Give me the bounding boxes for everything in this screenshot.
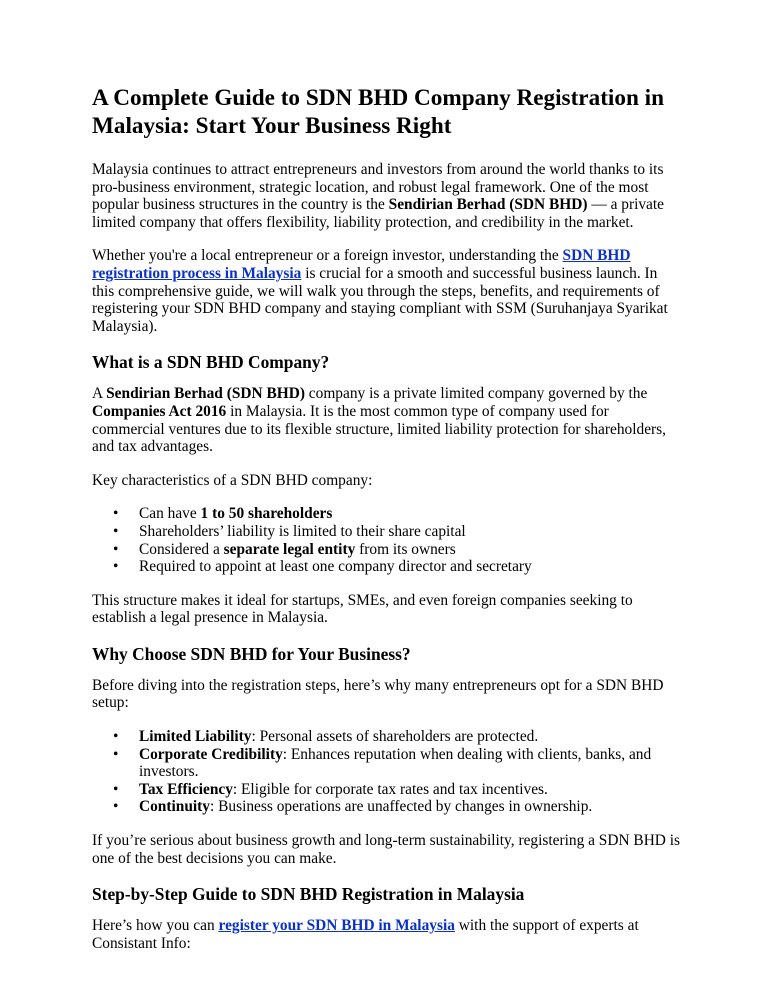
- bullet-icon: •: [113, 540, 119, 558]
- section1-paragraph-2: Key characteristics of a SDN BHD company:: [92, 471, 373, 489]
- bold-term: Sendirian Berhad (SDN BHD): [388, 196, 588, 214]
- document-page: [92, 84, 682, 968]
- section3-paragraph-1: Here’s how you can register your SDN BHD in Malaysia with the support of experts at Consistant Info:: [92, 917, 639, 952]
- intro-paragraph-2: Whether you're a local entrepreneur or a foreign investor, understanding the SDN BHD registration process in Malaysia is crucial for a smooth and successful business launch. In this comprehensive guide, we will walk you through the steps, benefits, and requirements of registering your SDN BHD company and staying compliant with SSM (Suruhanjaya Syarikat Malaysia).: [92, 247, 668, 335]
- list-item: • Can have 1 to 50 shareholders: [113, 505, 333, 523]
- bullet-icon: •: [113, 558, 119, 576]
- section-heading-what-is: What is a SDN BHD Company?: [92, 352, 330, 373]
- list-item: • Considered a separate legal entity from its owners: [113, 540, 456, 558]
- section1-paragraph-1: A Sendirian Berhad (SDN BHD) company is a private limited company governed by the Companies Act 2016 in Malaysia. It is the most common type of company used for commercial ventures due to its flexible structure, limited liability protection for shareholders, and tax advantages.: [92, 385, 666, 456]
- page-title: A Complete Guide to SDN BHD Company Registration in Malaysia: Start Your Business Right: [92, 85, 664, 139]
- bullet-icon: •: [113, 522, 119, 540]
- register-sdn-bhd-link[interactable]: register your SDN BHD in Malaysia: [218, 917, 455, 935]
- list-item: • Limited Liability: Personal assets of shareholders are protected.: [113, 728, 539, 746]
- intro-paragraph-1: Malaysia continues to attract entrepreneurs and investors from around the world thanks to its pro-business environment, strategic location, and robust legal framework. One of the most popular business structures in the country is the Sendirian Berhad (SDN BHD) — a private limited company that offers flexibility, liability protection, and credibility in the market.: [92, 161, 664, 231]
- list-item: • Tax Efficiency: Eligible for corporate tax rates and tax incentives.: [113, 780, 548, 798]
- list-item: • Required to appoint at least one company director and secretary: [113, 558, 532, 576]
- list-item: • Shareholders’ liability is limited to their share capital: [113, 522, 466, 540]
- sdn-bhd-registration-link[interactable]: SDN BHD registration process in Malaysia: [92, 247, 631, 282]
- benefits-list: [92, 728, 682, 816]
- list-item: • Continuity: Business operations are unaffected by changes in ownership.: [113, 798, 593, 816]
- section-heading-why-choose: Why Choose SDN BHD for Your Business?: [92, 643, 411, 664]
- section2-paragraph-1: Before diving into the registration steps, here’s why many entrepreneurs opt for a SDN BHD setup:: [92, 676, 664, 712]
- bullet-icon: •: [113, 728, 119, 746]
- bullet-icon: •: [113, 798, 119, 816]
- section1-paragraph-3: This structure makes it ideal for startups, SMEs, and even foreign companies seeking to establish a legal presence in Malaysia.: [92, 591, 633, 627]
- bullet-icon: •: [113, 745, 119, 763]
- bullet-icon: •: [113, 780, 119, 798]
- section-heading-step-by-step: Step-by-Step Guide to SDN BHD Registration in Malaysia: [92, 884, 525, 905]
- list-item: • Corporate Credibility: Enhances reputation when dealing with clients, banks, and investors.: [113, 745, 652, 781]
- characteristics-list: [92, 505, 682, 575]
- bullet-icon: •: [113, 505, 119, 523]
- section2-paragraph-2: If you’re serious about business growth and long-term sustainability, registering a SDN BHD is one of the best decisions you can make.: [92, 832, 681, 867]
